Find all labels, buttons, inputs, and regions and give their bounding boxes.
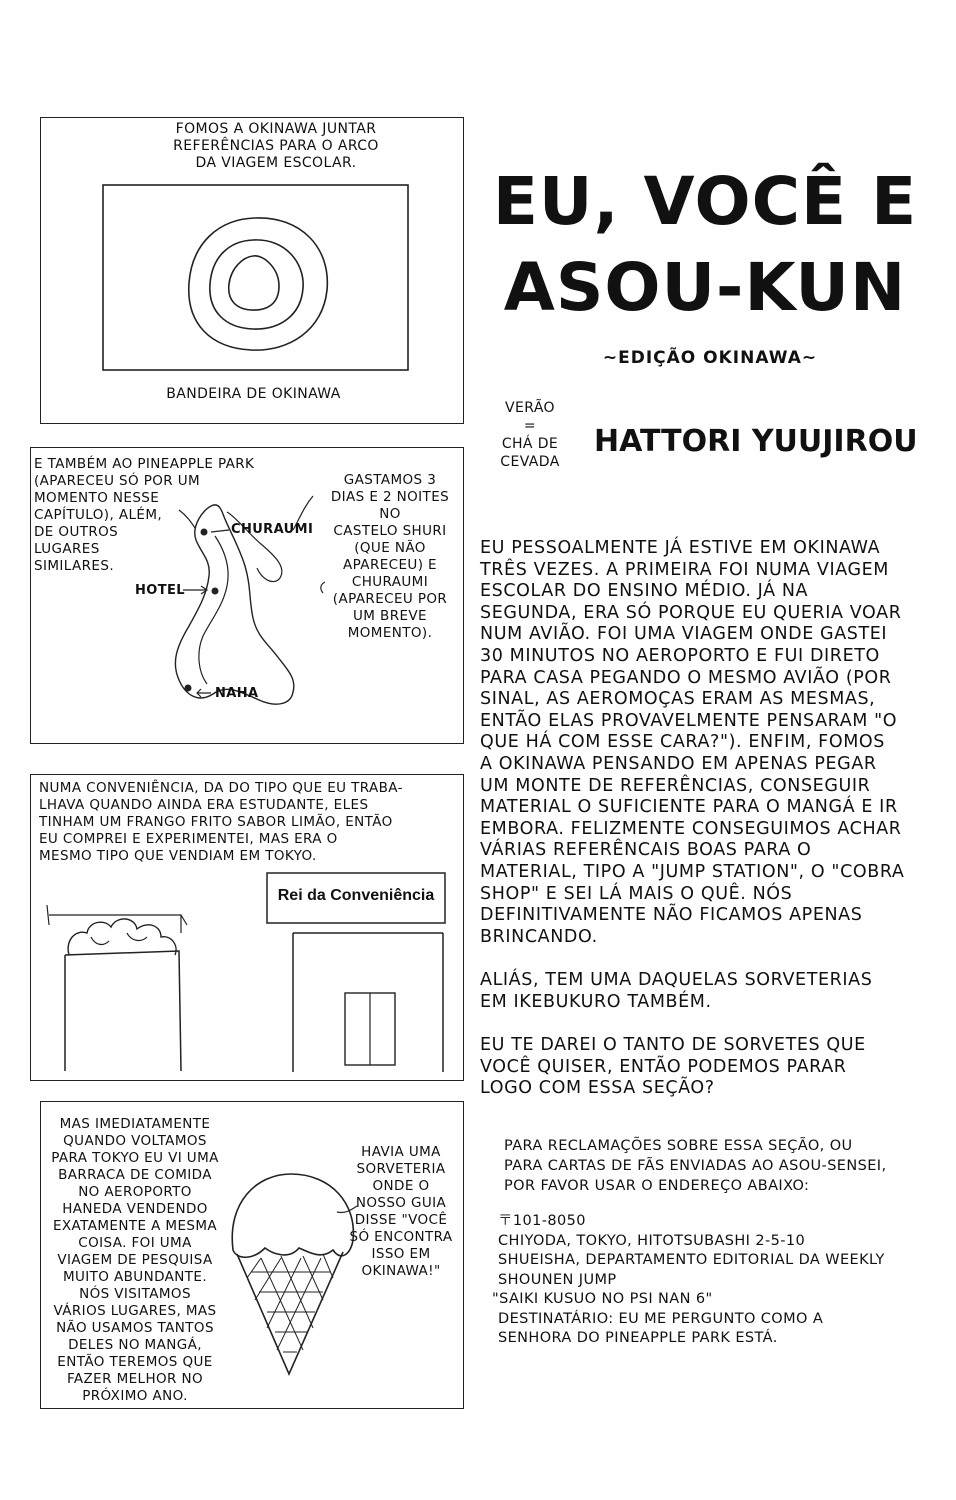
- main-paragraph-3: EU TE DAREI O TANTO DE SORVETES QUE VOCÊ QUISER, ENTÃO PODEMOS PARAR LOGO COM ESSA SEÇÃO?: [480, 1035, 866, 1099]
- flag-border: [103, 185, 408, 370]
- map-label-naha: NAHA: [215, 686, 259, 701]
- ice-cream-scoop: [232, 1174, 353, 1257]
- map-dot-hotel: [212, 588, 219, 595]
- author-name: HATTORI YUUJIROU: [594, 424, 918, 459]
- chicken-piece-detail: [91, 933, 147, 944]
- arrow-churaumi: [211, 530, 229, 532]
- chicken-pieces: [68, 919, 176, 955]
- address-line6: SENHORA DO PINEAPPLE PARK ESTÁ.: [498, 1330, 778, 1346]
- flag-inner-circle: [210, 240, 303, 329]
- panel-map: [30, 447, 464, 744]
- author-note: VERÃO = CHÁ DE CEVADA: [500, 400, 560, 470]
- flag-center-shape: [229, 256, 279, 310]
- page-title-line1: EU, VOCÊ E: [492, 163, 918, 240]
- address-line5: DESTINATÁRIO: EU ME PERGUNTO COMO A: [498, 1310, 824, 1327]
- panel4-right-text: HAVIA UMA SORVETERIA ONDE O NOSSO GUIA DISSE "VOCÊ SÓ ENCONTRA ISSO EM OKINAWA!": [349, 1144, 453, 1279]
- main-paragraph-1: EU PESSOALMENTE JÁ ESTIVE EM OKINAWA TRÊS VEZES. A PRIMEIRA FOI NUMA VIAGEM ESCOLAR DO ENSINO MÉDIO. JÁ NA SEGUNDA, ERA SÓ PORQUE EU QUERIA VOAR NUM AVIÃO. FOI UMA VIAGEM ONDE GASTEI 30 MINUTOS NO AEROPORTO E FUI DIRETO PARA CASA PEGANDO O MESMO AVIÃO (POR SINAL, AS AEROMOÇAS ERAM AS MESMAS, ENTÃO ELAS PROVAVELMENTE PENSARAM "O QUE HÁ COM ESSE CARA?"). ENFIM, FOMOS A OKINAWA PENSANDO EM APENAS PEGAR UM MONTE DE REFERÊNCIAS, CONSEGUIR MATERIAL O SUFICIENTE PARA O MANGÁ E IR EMBORA. FELIZMENTE CONSEGUIMOS ACHAR VÁRIAS REFERÊNCAIS BOAS PARA O MATERIAL, TIPO A "JUMP STATION", O "COBRA SHOP" E SEI LÁ MAIS O QUÊ. NÓS DEFINITIVAMENTE NÃO FICAMOS APENAS BRINCANDO.: [480, 538, 905, 947]
- arrow-hotel: [183, 586, 207, 594]
- store-sign-text: Rei da Conveniência: [277, 887, 435, 904]
- main-paragraph-2: ALIÁS, TEM UMA DAQUELAS SORVETERIAS EM IKEBUKURO TAMBÉM.: [480, 970, 873, 1012]
- chicken-bag: [65, 951, 181, 1071]
- address-line4: "SAIKI KUSUO NO PSI NAN 6": [492, 1291, 713, 1307]
- panel3-text: NUMA CONVENIÊNCIA, DA DO TIPO QUE EU TRABA- LHAVA QUANDO AINDA ERA ESTUDANTE, ELES TINHAM UM FRANGO FRITO SABOR LIMÃO, ENTÃO EU COMPREI E EXPERIMENTEI, MAS ERA O MESMO TIPO QUE VENDIAM EM TOKYO.: [39, 780, 403, 864]
- subtitle: ~EDIÇÃO OKINAWA~: [602, 348, 818, 368]
- ice-cream-drawing: [41, 1102, 465, 1410]
- panel-okinawa-flag: [40, 117, 464, 424]
- okinawa-flag-drawing: [41, 118, 465, 425]
- panel-ice-cream: [40, 1101, 464, 1409]
- map-dot-naha: [185, 685, 192, 692]
- address-postal: 〒101-8050: [498, 1213, 586, 1229]
- panel2-right-text: GASTAMOS 3 DIAS E 2 NOITES NO CASTELO SHURI (QUE NÃO APARECEU) E CHURAUMI (APARECEU POR UM BREVE MOMENTO).: [330, 472, 450, 641]
- address-block: [492, 1212, 948, 1349]
- pointer-right-2: [321, 582, 325, 593]
- map-label-hotel: HOTEL: [135, 583, 185, 598]
- address-intro: PARA RECLAMAÇÕES SOBRE ESSA SEÇÃO, OU PARA CARTAS DE FÃS ENVIADAS AO ASOU-SENSEI, POR FAVOR USAR O ENDEREÇO ABAIXO:: [504, 1138, 887, 1194]
- panel4-left-text: MAS IMEDIATAMENTE QUANDO VOLTAMOS PARA TOKYO EU VI UMA BARRACA DE COMIDA NO AEROPORTO HANEDA VENDENDO EXATAMENTE A MESMA COISA. FOI UMA VIAGEM DE PESQUISA MUITO ABUNDANTE. NÓS VISITAMOS VÁRIOS LUGARES, MAS NÃO USAMOS TANTOS DELES NO MANGÁ, ENTÃO TEREMOS QUE FAZER MELHOR NO PRÓXIMO ANO.: [51, 1116, 219, 1404]
- panel-convenience-store: [30, 774, 464, 1081]
- panel1-caption: FOMOS A OKINAWA JUNTAR REFERÊNCIAS PARA O ARCO DA VIAGEM ESCOLAR.: [173, 121, 379, 171]
- map-dot-churaumi: [201, 529, 208, 536]
- page-title-line2: ASOU-KUN: [503, 249, 907, 326]
- panel2-left-text: E TAMBÉM AO PINEAPPLE PARK (APARECEU SÓ POR UM MOMENTO NESSE CAPÍTULO), ALÉM, DE OUTROS LUGARES SIMILARES.: [34, 456, 255, 574]
- map-island-inner: [199, 536, 228, 684]
- pointer-left: [179, 510, 195, 528]
- address-line1: CHIYODA, TOKYO, HITOTSUBASHI 2-5-10: [498, 1232, 806, 1249]
- store-drawing: [31, 775, 465, 1082]
- store-building: [293, 933, 443, 1072]
- address-line2: SHUEISHA, DEPARTAMENTO EDITORIAL DA WEEKLY: [498, 1252, 885, 1268]
- bag-tag: [47, 905, 187, 933]
- address-line3: SHOUNEN JUMP: [498, 1271, 617, 1288]
- flag-label: BANDEIRA DE OKINAWA: [166, 386, 341, 402]
- map-label-churaumi: CHURAUMI: [231, 522, 314, 537]
